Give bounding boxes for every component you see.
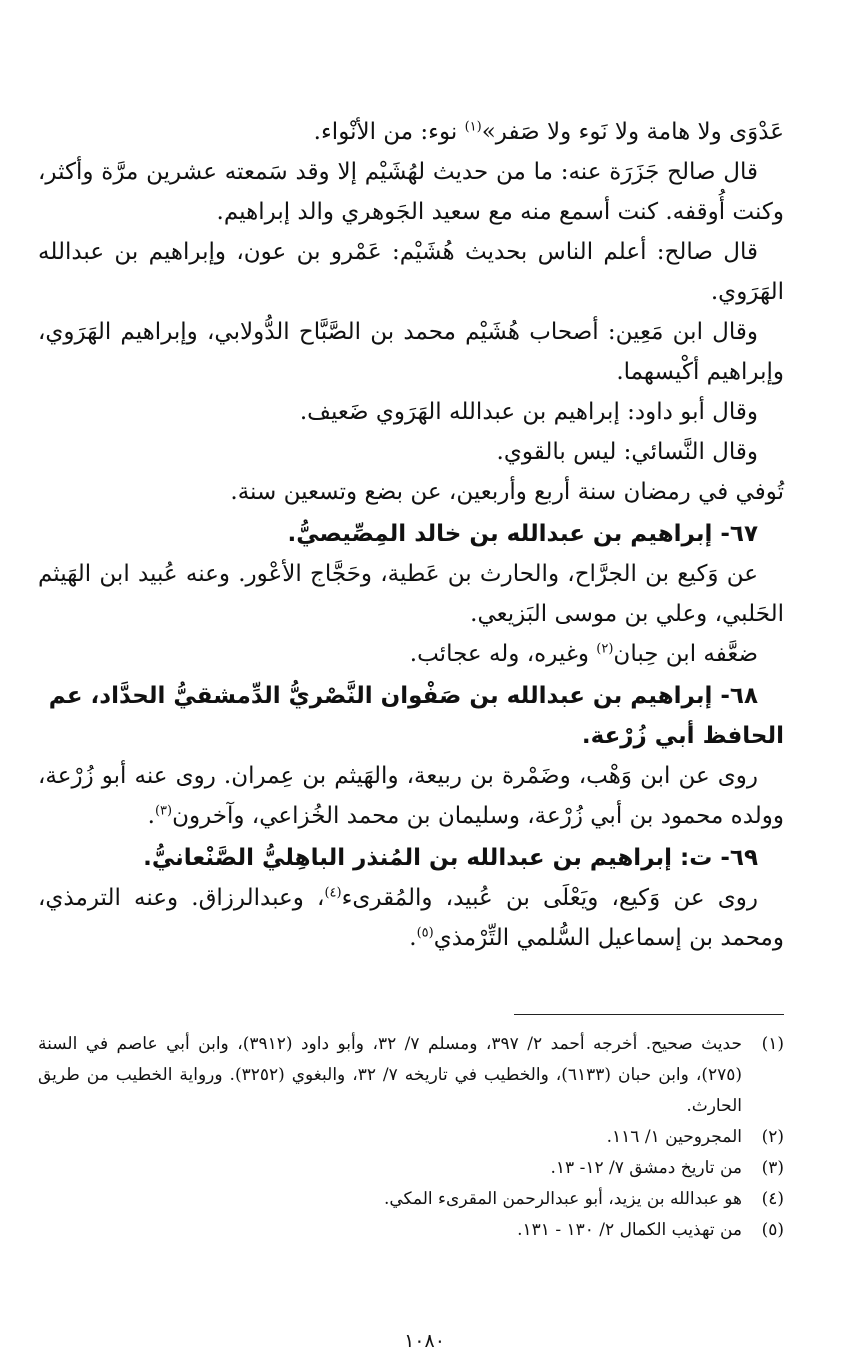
text-run: . (409, 925, 417, 951)
paragraph: وقال النَّسائي: ليس بالقوي. (496, 439, 758, 465)
footnote-number: (٤) (761, 1189, 784, 1209)
footnote-ref: (٢) (596, 641, 614, 657)
entry-number: ٦٩- ت: (680, 845, 758, 871)
text-run: . (147, 803, 155, 829)
paragraph (38, 634, 784, 674)
footnote (38, 1122, 784, 1153)
paragraph (38, 878, 784, 958)
main-text (38, 112, 784, 958)
paragraph: قال صالح جَزَرَة عنه: ما من حديث لهُشَيْم إلا وقد سَمعته عشرين مرَّة وأكثر، وكنت أُوقفه. كنت أسمع منه مع سعيد الجَوهري والد إبراهيم. (38, 159, 784, 225)
footnote-ref: (٣) (154, 803, 173, 819)
entry-number: ٦٨- (720, 683, 758, 709)
text-run: ، وعبدالرزاق. وعنه الترمذي، ومحمد بن إسماعيل السُّلمي التِّرْمذي (38, 885, 784, 951)
paragraph: وقال ابن مَعِين: أصحاب هُشَيْم محمد بن الصَّبَّاح الدُّولابي، وإبراهيم الهَرَوي، وإبراهيم أكْيسهما. (38, 319, 784, 385)
entry-number: ٦٧- (720, 521, 758, 547)
text-run: وغيره، وله عجائب. (409, 641, 589, 667)
text-run: عَدْوَى ولا هامة ولا نَوء ولا صَفر» (481, 119, 784, 145)
entry-name: إبراهيم بن عبدالله بن المُنذر الباهِليُّ الصَّنْعانيُّ. (143, 845, 673, 871)
paragraph: عن وَكيع بن الجرَّاح، والحارث بن عَطية، وحَجَّاج الأعْور. وعنه عُبيد ابن الهَيثم الحَلبي، وعلي بن موسى البَزيعي. (38, 561, 784, 627)
footnote-text: من تاريخ دمشق ٧/ ١٢- ١٣. (550, 1158, 742, 1178)
footnote-number: (٢) (761, 1127, 784, 1147)
footnote-ref: (٥) (416, 925, 434, 941)
book-page (38, 112, 784, 1348)
page-number: ١٠٨٠ (404, 1330, 445, 1352)
paragraph: قال صالح: أعلم الناس بحديث هُشَيْم: عَمْرو بن عون، وإبراهيم بن عبدالله الهَرَوي. (38, 239, 784, 305)
text-run: روى عن ابن وَهْب، وضَمْرة بن ربيعة، والهَيثم بن عِمران. روى عنه أبو زُرْعة، وولده محمود بن أبي زُرْعة، وسليمان بن محمد الخُزاعي، وآخرون (38, 763, 784, 829)
text-run: ضعَّفه ابن حِبان (613, 641, 758, 667)
paragraph (38, 112, 784, 152)
entry-heading (38, 514, 784, 554)
footnote (38, 1184, 784, 1215)
footnote-number: (٣) (761, 1158, 784, 1178)
entry-name: إبراهيم بن عبدالله بن خالد المِصِّيصيُّ. (287, 521, 713, 547)
entry-heading (38, 676, 784, 756)
footnote-text: هو عبدالله بن يزيد، أبو عبدالرحمن المقرىء المكي. (383, 1189, 742, 1209)
entry-heading (38, 838, 784, 878)
footnote-text: المجروحين ١/ ١١٦. (606, 1127, 742, 1147)
footnote-ref: (١) (464, 119, 482, 135)
footnote-ref: (٤) (324, 885, 342, 901)
footnote-text: حديث صحيح. أخرجه أحمد ٢/ ٣٩٧، ومسلم ٧/ ٣٢، وأبو داود (٣٩١٢)، وابن أبي عاصم في السنة (٢٧٥)، وابن حبان (٦١٣٣)، والخطيب في تاريخه ٧/ ٣٢، والبغوي (٣٢٥٢). ورواية الخطيب من طريق الحارث. (38, 1034, 742, 1116)
footnote-rule (514, 1014, 784, 1015)
entry-name-continuation: الحافظ أبي زُرْعة. (581, 723, 784, 749)
text-run: نوء: من الأنْواء. (313, 119, 458, 145)
text-run: روى عن وَكيع، ويَعْلَى بن عُبيد، والمُقرىء (341, 885, 758, 911)
footnote (38, 1215, 784, 1246)
footnote-text: من تهذيب الكمال ٢/ ١٣٠ - ١٣١. (517, 1220, 742, 1240)
footnote (38, 1029, 784, 1122)
footnotes (38, 1029, 784, 1246)
paragraph (38, 756, 784, 836)
paragraph: تُوفي في رمضان سنة أربع وأربعين، عن بضع وتسعين سنة. (230, 479, 784, 505)
footnote (38, 1153, 784, 1184)
entry-name: إبراهيم بن عبدالله بن صَفْوان النَّصْريُّ الدِّمشقيُّ الحدَّاد، عم (48, 683, 713, 709)
footnote-number: (٥) (761, 1220, 784, 1240)
paragraph: وقال أبو داود: إبراهيم بن عبدالله الهَرَوي ضَعيف. (299, 399, 758, 425)
footnote-number: (١) (761, 1034, 784, 1054)
